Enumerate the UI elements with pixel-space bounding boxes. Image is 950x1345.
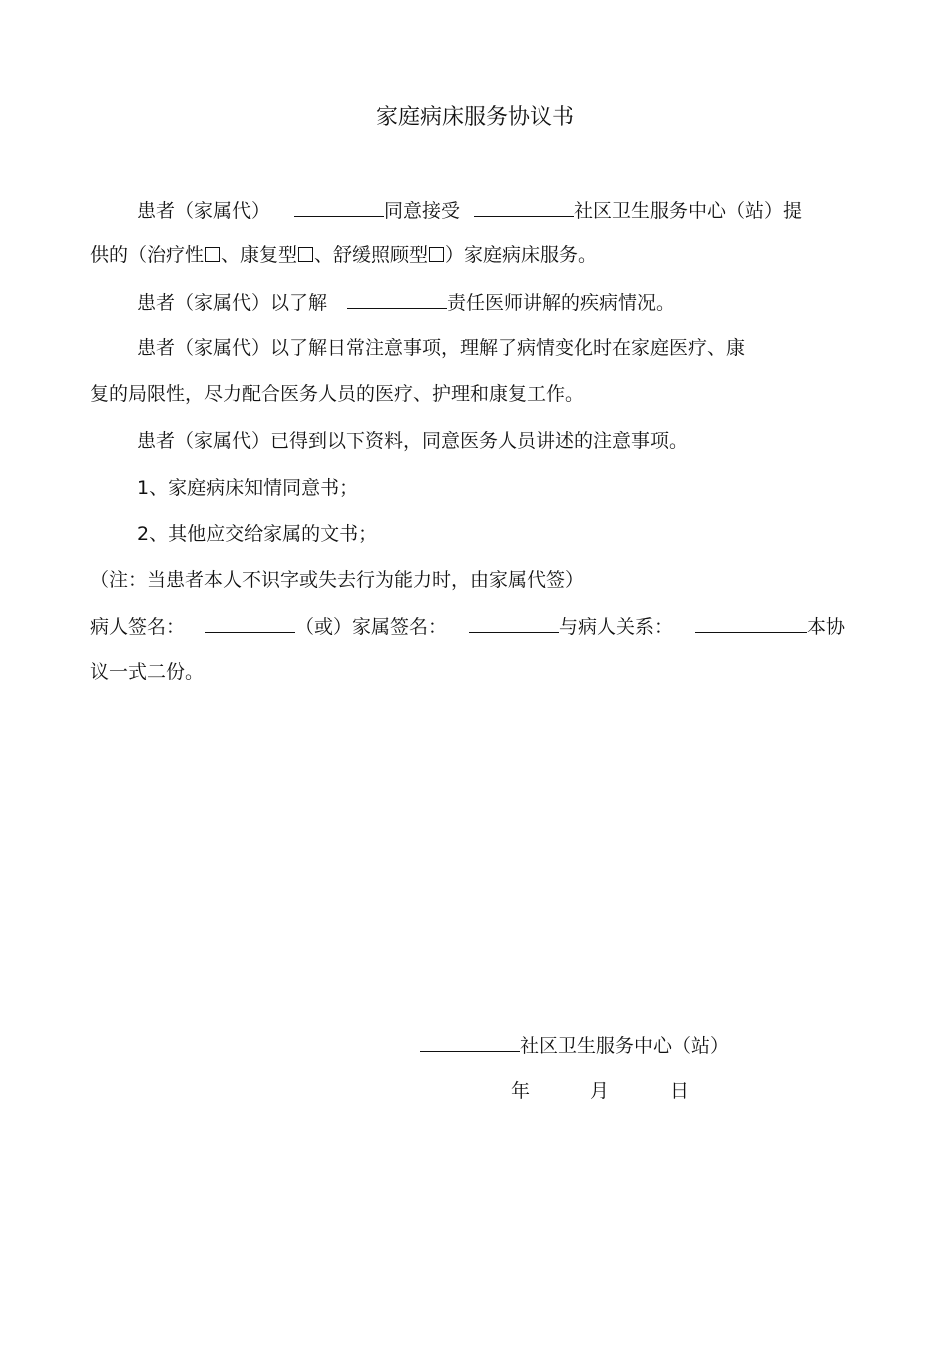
doctor-explained-prefix: 患者（家属代）以了解 <box>137 292 328 314</box>
palliative-type-text: 、舒缓照顾型 <box>314 244 429 266</box>
footer-date-year: 年 <box>511 1080 531 1102</box>
treatment-checkbox[interactable] <box>205 247 220 262</box>
paragraph-doctor-explained <box>137 290 675 315</box>
family-signature-label: （或）家属签名： <box>295 616 448 638</box>
signature-line <box>90 614 845 639</box>
paragraph-limitations-line-1: 患者（家属代）以了解日常注意事项，理解了病情变化时在家庭医疗、康 <box>137 337 746 359</box>
center-name-blank[interactable] <box>474 198 574 217</box>
note-text: （注：当患者本人不识字或失去行为能力时，由家属代签） <box>90 569 585 591</box>
family-signature-blank[interactable] <box>469 614 559 633</box>
copies-text-start: 本协 <box>807 616 846 638</box>
consent-name-blank[interactable] <box>294 198 384 217</box>
copies-text-end: 议一式二份。 <box>90 661 205 683</box>
paragraph-materials-received: 患者（家属代）已得到以下资料，同意医务人员讲述的注意事项。 <box>137 430 689 452</box>
rehab-checkbox[interactable] <box>298 247 313 262</box>
paragraph-consent-line-1 <box>137 198 802 223</box>
consent-agree-text: 同意接受 <box>384 200 461 222</box>
footer-date-day: 日 <box>670 1080 690 1102</box>
paragraph-consent-line-2 <box>90 243 597 267</box>
footer-center-name: 社区卫生服务中心（站） <box>520 1035 730 1057</box>
palliative-checkbox[interactable] <box>429 247 444 262</box>
footer-center-blank[interactable] <box>420 1033 520 1052</box>
rehab-type-text: 、康复型 <box>221 244 298 266</box>
service-type-prefix: 供的（治疗性 <box>90 244 205 266</box>
relation-blank[interactable] <box>695 614 807 633</box>
list-item-1: 1、家庭病床知情同意书； <box>137 477 359 499</box>
footer-date-month: 月 <box>590 1080 610 1102</box>
list-item-2: 2、其他应交给家属的文书； <box>137 523 378 545</box>
footer-center-line <box>420 1033 729 1058</box>
consent-center-text: 社区卫生服务中心（站）提 <box>574 200 803 222</box>
doctor-explained-suffix: 责任医师讲解的疾病情况。 <box>447 292 676 314</box>
paragraph-limitations-line-2: 复的局限性，尽力配合医务人员的医疗、护理和康复工作。 <box>90 383 585 405</box>
doctor-name-blank[interactable] <box>347 290 447 309</box>
consent-patient-label: 患者（家属代） <box>137 200 271 222</box>
patient-signature-blank[interactable] <box>205 614 295 633</box>
service-type-suffix: ）家庭病床服务。 <box>445 244 598 266</box>
document-title: 家庭病床服务协议书 <box>375 105 574 130</box>
relation-label: 与病人关系： <box>559 616 674 638</box>
patient-signature-label: 病人签名： <box>90 616 186 638</box>
